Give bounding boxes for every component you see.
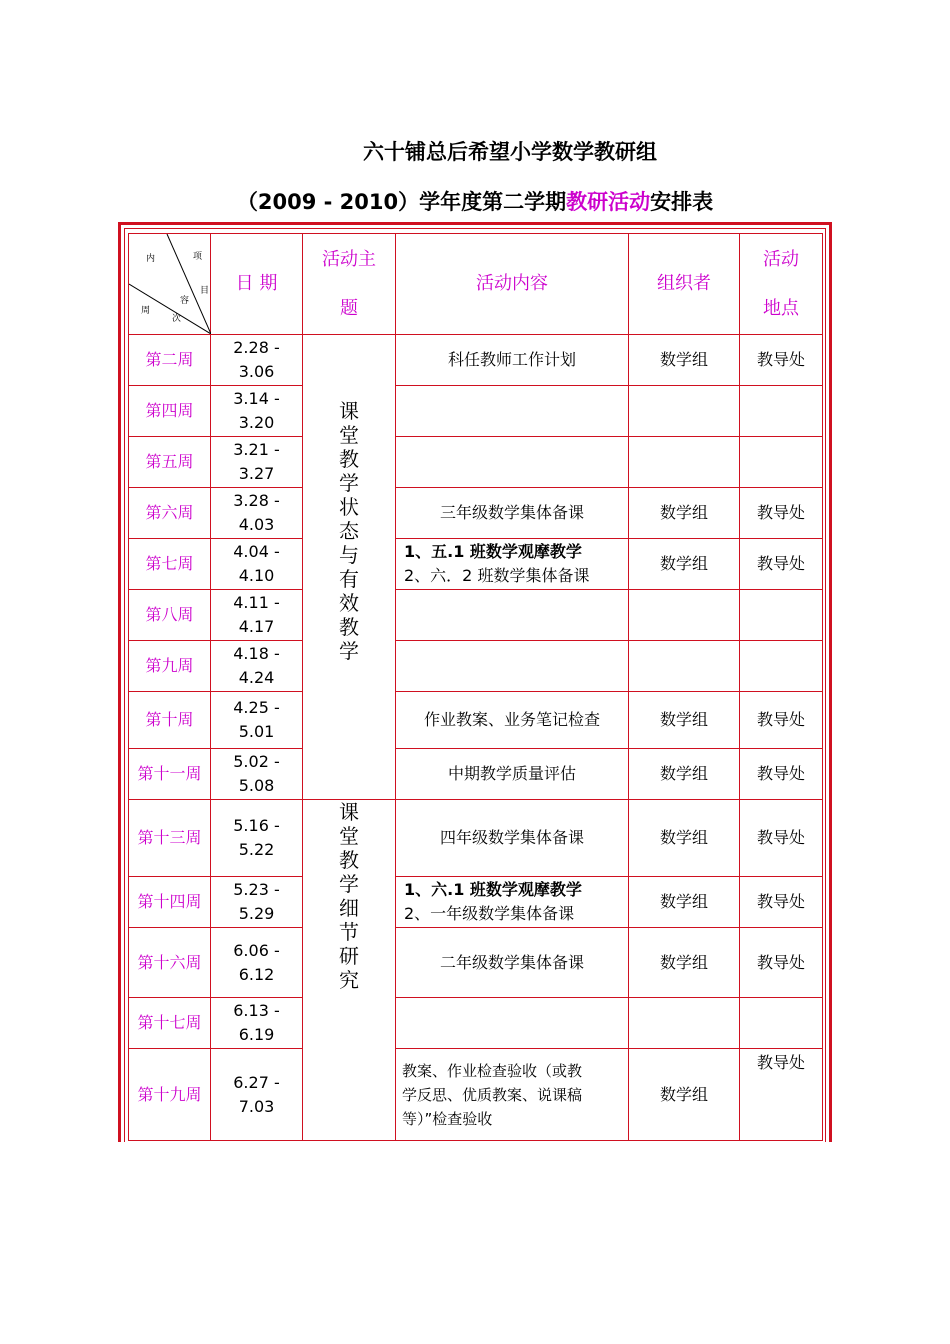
week-cell: 第九周 bbox=[129, 641, 211, 692]
date-end: 6.19 bbox=[238, 1025, 275, 1044]
place-cell bbox=[740, 590, 823, 641]
date-cell bbox=[211, 539, 303, 590]
content-cell bbox=[396, 590, 629, 641]
date-end: 3.06 bbox=[238, 362, 275, 381]
date-end: 4.03 bbox=[238, 515, 275, 534]
content-cell bbox=[396, 539, 629, 590]
content-cell bbox=[396, 437, 629, 488]
corner-label: 容 bbox=[180, 296, 190, 306]
date-start: 2.28 - bbox=[233, 338, 280, 357]
content-line: 2、六．2 班数学集体备课 bbox=[404, 566, 590, 585]
organizer-cell: 数学组 bbox=[629, 800, 740, 877]
week-cell: 第十一周 bbox=[129, 749, 211, 800]
table-row bbox=[129, 1049, 823, 1141]
place-cell bbox=[740, 386, 823, 437]
week-cell: 第十九周 bbox=[129, 1049, 211, 1141]
date-start: 4.11 - bbox=[233, 593, 280, 612]
date-cell bbox=[211, 749, 303, 800]
date-end: 6.12 bbox=[238, 964, 275, 984]
organizer-cell: 数学组 bbox=[629, 488, 740, 539]
content-line: 1、六.1 班数学观摩教学 bbox=[404, 880, 582, 899]
theme-char: 学 bbox=[339, 639, 359, 663]
date-cell bbox=[211, 437, 303, 488]
date-cell bbox=[211, 877, 303, 928]
date-start: 6.27 - bbox=[233, 1072, 280, 1092]
header-date: 日 期 bbox=[211, 234, 303, 335]
theme-char: 教 bbox=[339, 447, 359, 471]
date-end: 3.27 bbox=[238, 464, 275, 483]
organizer-cell: 数学组 bbox=[629, 539, 740, 590]
date-cell bbox=[211, 641, 303, 692]
corner-label: 次 bbox=[172, 314, 182, 324]
corner-label: 内 bbox=[146, 254, 156, 264]
date-end: 5.29 bbox=[238, 904, 275, 923]
date-cell bbox=[211, 386, 303, 437]
theme-char: 堂 bbox=[339, 423, 359, 447]
organizer-cell: 数学组 bbox=[629, 749, 740, 800]
table-row bbox=[129, 749, 823, 800]
place-cell: 教导处 bbox=[740, 692, 823, 749]
corner-label: 目 bbox=[200, 286, 210, 296]
theme-char: 状 bbox=[339, 495, 359, 519]
table-row bbox=[129, 692, 823, 749]
date-end: 5.08 bbox=[238, 776, 275, 795]
table-row bbox=[129, 539, 823, 590]
header-place-line1: 活动 bbox=[763, 249, 799, 270]
theme-char: 有 bbox=[339, 567, 359, 591]
theme-char: 课 bbox=[339, 800, 359, 824]
week-cell: 第十四周 bbox=[129, 877, 211, 928]
date-end: 3.20 bbox=[238, 413, 275, 432]
week-cell: 第十七周 bbox=[129, 998, 211, 1049]
content-cell bbox=[396, 641, 629, 692]
place-cell: 教导处 bbox=[740, 877, 823, 928]
document-subtitle bbox=[0, 186, 950, 216]
corner-label: 周 bbox=[141, 306, 151, 316]
table-row bbox=[129, 437, 823, 488]
theme-char: 教 bbox=[339, 615, 359, 639]
date-cell bbox=[211, 590, 303, 641]
table-row bbox=[129, 877, 823, 928]
organizer-cell: 数学组 bbox=[629, 335, 740, 386]
week-cell: 第五周 bbox=[129, 437, 211, 488]
place-cell: 教导处 bbox=[740, 1049, 823, 1141]
organizer-cell: 数学组 bbox=[629, 928, 740, 998]
week-cell: 第六周 bbox=[129, 488, 211, 539]
schedule-table bbox=[128, 233, 823, 1141]
date-end: 4.17 bbox=[238, 617, 275, 636]
header-content: 活动内容 bbox=[396, 234, 629, 335]
place-cell: 教导处 bbox=[740, 749, 823, 800]
organizer-cell bbox=[629, 590, 740, 641]
content-line: 1、五.1 班数学观摩教学 bbox=[404, 542, 582, 561]
place-cell bbox=[740, 641, 823, 692]
date-start: 3.21 - bbox=[233, 440, 280, 459]
content-line: 教案、作业检查验收（或教 bbox=[402, 1061, 583, 1080]
place-cell bbox=[740, 998, 823, 1049]
date-start: 4.18 - bbox=[233, 644, 280, 663]
week-cell: 第十周 bbox=[129, 692, 211, 749]
table-row bbox=[129, 590, 823, 641]
content-cell: 三年级数学集体备课 bbox=[396, 488, 629, 539]
corner-label: 项 bbox=[193, 252, 203, 262]
organizer-cell bbox=[629, 437, 740, 488]
week-cell: 第二周 bbox=[129, 335, 211, 386]
content-cell: 四年级数学集体备课 bbox=[396, 800, 629, 877]
theme-char: 堂 bbox=[339, 824, 359, 848]
place-cell: 教导处 bbox=[740, 335, 823, 386]
theme-char: 课 bbox=[339, 399, 359, 423]
date-end: 4.24 bbox=[238, 668, 275, 687]
date-start: 4.25 - bbox=[233, 698, 280, 717]
theme-char: 细 bbox=[339, 896, 359, 920]
subtitle-pre: （2009 - 2010）学年度第二学期 bbox=[236, 190, 567, 214]
content-cell bbox=[396, 877, 629, 928]
organizer-cell: 数学组 bbox=[629, 877, 740, 928]
table-row bbox=[129, 800, 823, 877]
header-theme-line2: 题 bbox=[340, 298, 358, 319]
content-cell: 二年级数学集体备课 bbox=[396, 928, 629, 998]
content-line: 学反思、优质教案、说课稿 bbox=[402, 1085, 583, 1104]
theme-char: 效 bbox=[339, 591, 359, 615]
place-cell: 教导处 bbox=[740, 800, 823, 877]
place-cell: 教导处 bbox=[740, 488, 823, 539]
header-place bbox=[740, 234, 823, 335]
theme-cell-1 bbox=[303, 335, 396, 800]
week-cell: 第十三周 bbox=[129, 800, 211, 877]
date-end: 7.03 bbox=[238, 1096, 275, 1116]
date-start: 3.14 - bbox=[233, 389, 280, 408]
table-row bbox=[129, 488, 823, 539]
table-row bbox=[129, 641, 823, 692]
date-start: 5.02 - bbox=[233, 752, 280, 771]
content-cell: 科任教师工作计划 bbox=[396, 335, 629, 386]
date-start: 6.06 - bbox=[233, 940, 280, 960]
week-cell: 第四周 bbox=[129, 386, 211, 437]
date-start: 5.23 - bbox=[233, 880, 280, 899]
table-row bbox=[129, 928, 823, 998]
theme-char: 态 bbox=[339, 519, 359, 543]
theme-cell-2 bbox=[303, 800, 396, 1141]
week-cell: 第十六周 bbox=[129, 928, 211, 998]
date-cell bbox=[211, 800, 303, 877]
week-cell: 第八周 bbox=[129, 590, 211, 641]
theme-char: 学 bbox=[339, 872, 359, 896]
organizer-cell: 数学组 bbox=[629, 1049, 740, 1141]
content-cell bbox=[396, 386, 629, 437]
place-cell bbox=[740, 437, 823, 488]
place-cell: 教导处 bbox=[740, 928, 823, 998]
date-cell bbox=[211, 488, 303, 539]
date-end: 5.22 bbox=[238, 840, 275, 859]
place-cell: 教导处 bbox=[740, 539, 823, 590]
table-row bbox=[129, 998, 823, 1049]
content-cell: 作业教案、业务笔记检查 bbox=[396, 692, 629, 749]
content-line: 等）”检查验收 bbox=[402, 1109, 493, 1128]
date-cell bbox=[211, 928, 303, 998]
organizer-cell bbox=[629, 998, 740, 1049]
header-row bbox=[129, 234, 823, 335]
date-cell bbox=[211, 998, 303, 1049]
date-cell bbox=[211, 335, 303, 386]
content-cell bbox=[396, 998, 629, 1049]
date-start: 4.04 - bbox=[233, 542, 280, 561]
theme-char: 节 bbox=[339, 920, 359, 944]
content-cell bbox=[396, 1049, 629, 1141]
theme-char: 与 bbox=[339, 543, 359, 567]
content-line: 2、一年级数学集体备课 bbox=[404, 904, 575, 923]
diagonal-lines bbox=[129, 234, 211, 334]
date-end: 5.01 bbox=[238, 722, 275, 741]
table-row bbox=[129, 386, 823, 437]
date-start: 5.16 - bbox=[233, 816, 280, 835]
content-cell: 中期教学质量评估 bbox=[396, 749, 629, 800]
subtitle-post: 安排表 bbox=[650, 190, 714, 214]
corner-cell bbox=[129, 234, 211, 335]
date-cell bbox=[211, 1049, 303, 1141]
organizer-cell: 数学组 bbox=[629, 692, 740, 749]
theme-char: 学 bbox=[339, 471, 359, 495]
organizer-cell bbox=[629, 641, 740, 692]
week-cell: 第七周 bbox=[129, 539, 211, 590]
date-start: 3.28 - bbox=[233, 491, 280, 510]
table-row bbox=[129, 335, 823, 386]
date-start: 6.13 - bbox=[233, 1001, 280, 1020]
subtitle-highlight: 教研活动 bbox=[566, 190, 651, 214]
theme-char: 教 bbox=[339, 848, 359, 872]
theme-char: 究 bbox=[339, 968, 359, 992]
document-title: 六十铺总后希望小学数学教研组 bbox=[363, 140, 657, 164]
header-place-line2: 地点 bbox=[763, 298, 799, 319]
date-cell bbox=[211, 692, 303, 749]
theme-char: 研 bbox=[339, 944, 359, 968]
date-end: 4.10 bbox=[238, 566, 275, 585]
header-organizer: 组织者 bbox=[629, 234, 740, 335]
header-theme-line1: 活动主 bbox=[322, 249, 376, 270]
header-theme bbox=[303, 234, 396, 335]
organizer-cell bbox=[629, 386, 740, 437]
